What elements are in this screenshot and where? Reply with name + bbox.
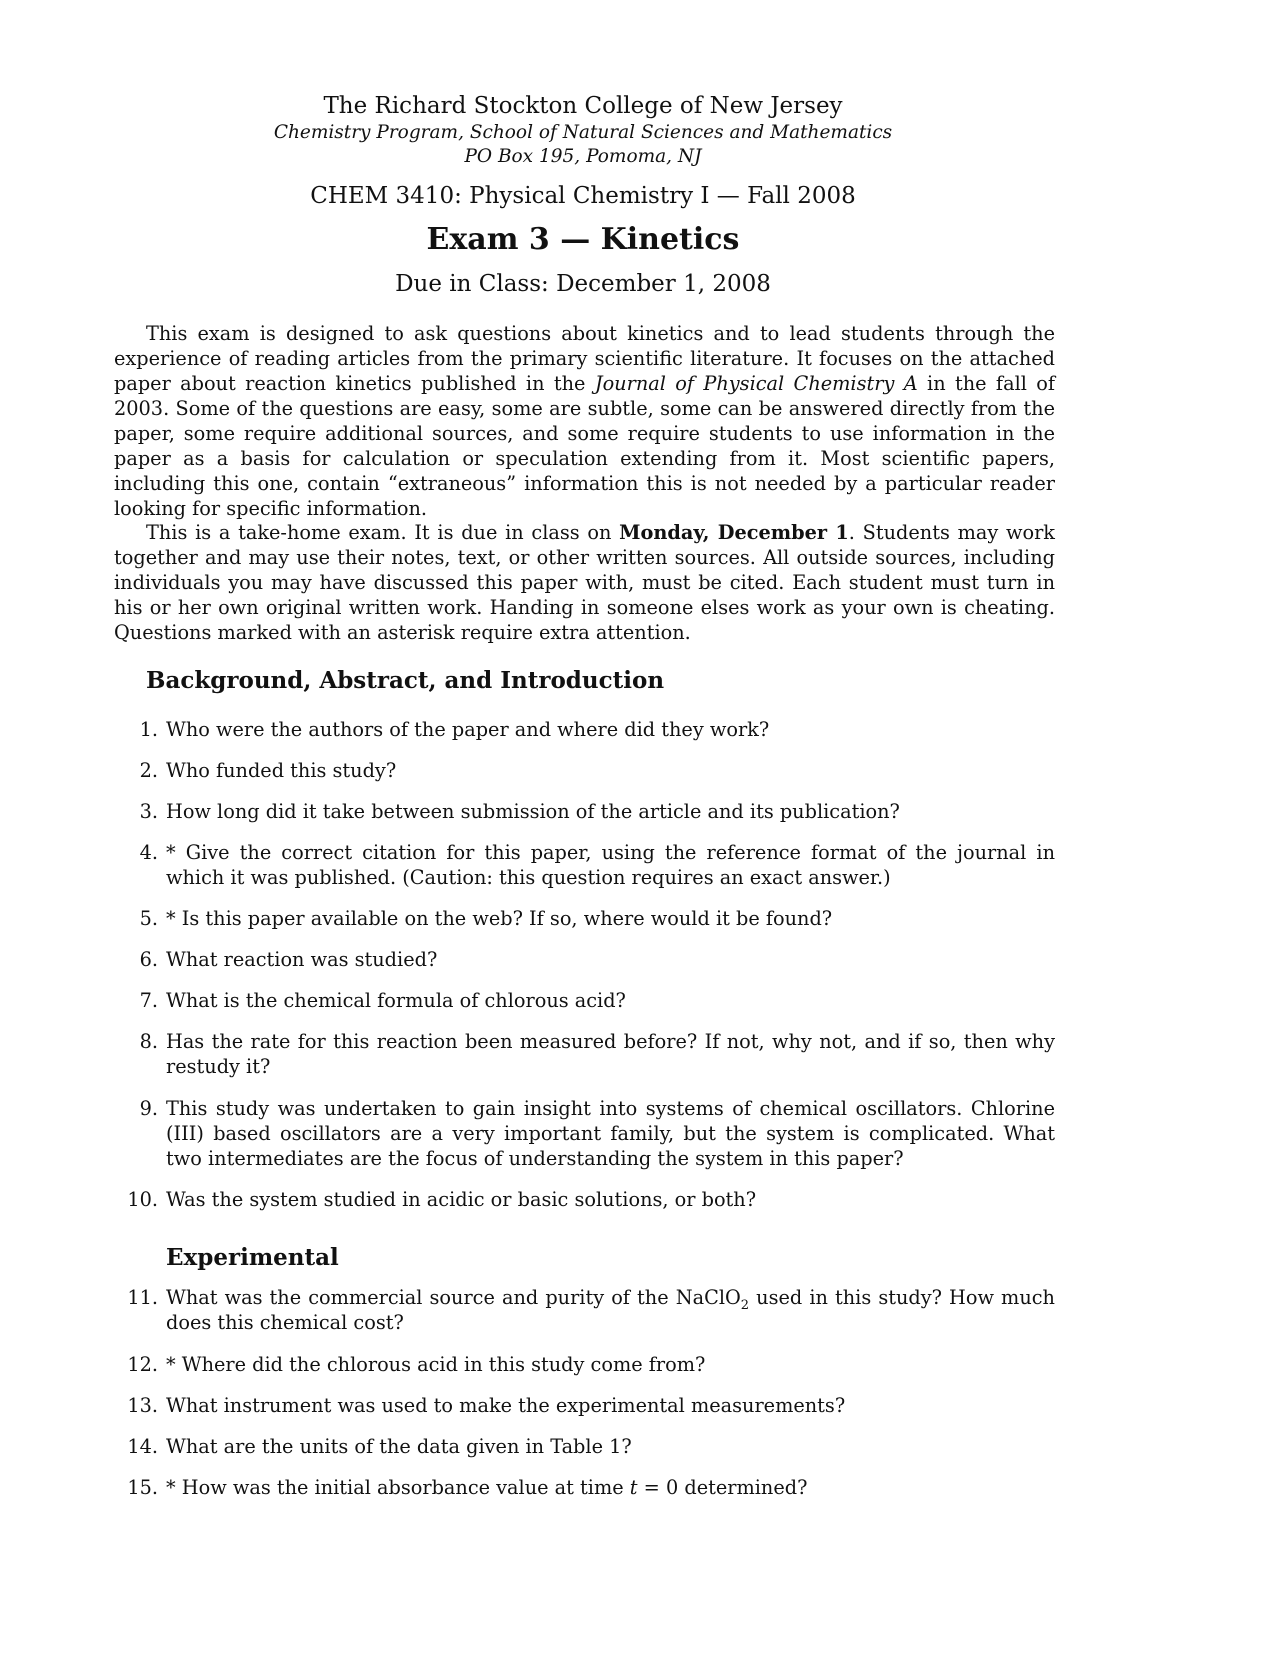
question-text: * Where did the chlorous acid in this study come from? bbox=[166, 1353, 706, 1376]
question-text: How long did it take between submission of the article and its publication? bbox=[166, 800, 900, 823]
question-item bbox=[127, 1475, 1055, 1500]
question-number: 14. bbox=[127, 1435, 158, 1458]
question-text: Who funded this study? bbox=[166, 759, 397, 782]
question-number: 2. bbox=[139, 759, 158, 782]
section-heading-experimental: Experimental bbox=[166, 1244, 339, 1271]
intro-text: This exam is designed to ask questions about kinetics and to lead students through the experience of reading articles from the primary scientific literature. It focuses on the attached paper about reaction kinetics published in the bbox=[114, 322, 1055, 395]
course-title: CHEM 3410: Physical Chemistry I — Fall 2008 bbox=[310, 183, 856, 209]
question-item bbox=[139, 799, 1055, 824]
journal-name: Journal of Physical Chemistry A bbox=[594, 372, 918, 395]
due-date: Due in Class: December 1, 2008 bbox=[395, 271, 771, 297]
intro-text: in the fall of 2003. Some of the questions are easy, some are subtle, some can be answered directly from the paper, some require additional sources, and some require students to use information in the paper as a basis for calculation or speculation extending from it. Most scientific papers, including this one, contain “extraneous” information this is not needed by a particular reader looking for specific information. bbox=[114, 372, 1056, 520]
intro-paragraph-1 bbox=[114, 321, 1055, 521]
question-item bbox=[139, 758, 1055, 783]
question-text: What was the commercial source and purity of the NaClO bbox=[166, 1286, 741, 1309]
question-text: What instrument was used to make the experimental measurements? bbox=[166, 1394, 846, 1417]
question-item bbox=[139, 1029, 1055, 1079]
question-text: Who were the authors of the paper and where did they work? bbox=[166, 718, 770, 741]
question-number: 13. bbox=[127, 1394, 158, 1417]
question-number: 5. bbox=[139, 907, 158, 930]
question-item bbox=[139, 840, 1055, 890]
question-text: What is the chemical formula of chlorous acid? bbox=[166, 989, 626, 1012]
question-number: 10. bbox=[127, 1188, 158, 1211]
question-text: used in this study? How much does this chemical cost? bbox=[166, 1286, 1055, 1334]
question-text: = 0 determined? bbox=[637, 1476, 808, 1499]
question-item bbox=[127, 1434, 1055, 1459]
question-number: 4. bbox=[139, 841, 158, 864]
subscript: 2 bbox=[740, 1297, 750, 1313]
question-text: * Give the correct citation for this paper, using the reference format of the journal in which it was published. (Caution: this question requires an exact answer.) bbox=[166, 841, 1055, 889]
intro-text: This is a take-home exam. It is due in class on bbox=[146, 521, 620, 544]
question-number: 6. bbox=[139, 948, 158, 971]
address: PO Box 195, Pomoma, NJ bbox=[464, 146, 702, 167]
question-text: * How was the initial absorbance value at time bbox=[166, 1476, 630, 1499]
question-item bbox=[139, 988, 1055, 1013]
question-item bbox=[127, 1352, 1055, 1377]
question-number: 1. bbox=[139, 718, 158, 741]
question-item bbox=[127, 1187, 1055, 1212]
exam-title: Exam 3 — Kinetics bbox=[426, 222, 740, 257]
question-text: Was the system studied in acidic or basic solutions, or both? bbox=[166, 1188, 757, 1211]
question-item bbox=[127, 1285, 1055, 1335]
question-item bbox=[127, 1393, 1055, 1418]
question-item bbox=[139, 717, 1055, 742]
question-text: Has the rate for this reaction been measured before? If not, why not, and if so, then why restudy it? bbox=[166, 1030, 1055, 1078]
question-text: What are the units of the data given in Table 1? bbox=[166, 1435, 632, 1458]
question-number: 7. bbox=[139, 989, 158, 1012]
question-number: 8. bbox=[139, 1030, 158, 1053]
program-name: Chemistry Program, School of Natural Sciences and Mathematics bbox=[273, 122, 893, 143]
due-day-bold: Monday, December 1 bbox=[619, 521, 849, 544]
question-number: 9. bbox=[139, 1097, 158, 1120]
question-text: This study was undertaken to gain insight into systems of chemical oscillators. Chlorine (III) based oscillators are a very important family, but the system is complicated. What two intermediates are the focus of understanding the system in this paper? bbox=[166, 1097, 1055, 1170]
intro-paragraph-2 bbox=[114, 520, 1055, 645]
question-text: What reaction was studied? bbox=[166, 948, 438, 971]
question-number: 3. bbox=[139, 800, 158, 823]
section-heading-background: Background, Abstract, and Introduction bbox=[146, 667, 665, 694]
question-item bbox=[139, 1096, 1055, 1171]
question-item bbox=[139, 906, 1055, 931]
math-variable: t bbox=[629, 1476, 638, 1499]
institution-name: The Richard Stockton College of New Jersey bbox=[323, 93, 843, 119]
question-number: 11. bbox=[127, 1286, 158, 1309]
question-text: * Is this paper available on the web? If so, where would it be found? bbox=[166, 907, 833, 930]
intro-text: . Students may work together and may use their notes, text, or other written sources. All outside sources, including individuals you may have discussed this paper with, must be cited. Each student must turn in his or her own original written work. Handing in someone elses work as your own is cheating. Questions marked with an asterisk require extra attention. bbox=[114, 521, 1055, 644]
question-item bbox=[139, 947, 1055, 972]
question-number: 12. bbox=[127, 1353, 158, 1376]
question-number: 15. bbox=[127, 1476, 158, 1499]
